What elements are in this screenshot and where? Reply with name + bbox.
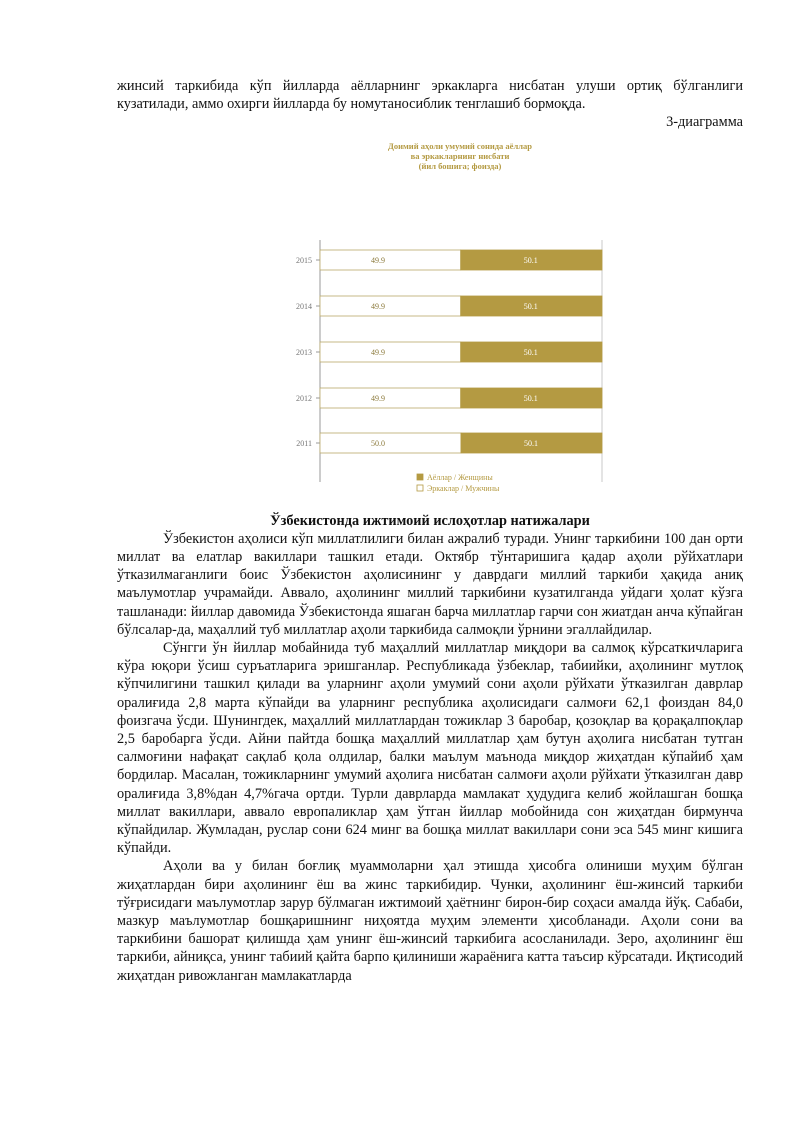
legend-swatch: [417, 474, 423, 480]
y-tick-label: 2014: [296, 301, 312, 311]
data-label: 49.9: [371, 301, 385, 311]
paragraph-2: Сўнгги ўн йиллар мобайнида туб маҳаллий миллатлар миқдори ва салмоқ кўрсаткичларига кўра юқори ўсиш суръатларига эришганлар. Республикада ўзбеклар, табиийки, аҳолининг мутлоқ кўпчилигини ташкил қилади ва уларнинг аҳоли умумий сони аҳоли рўйхати ўтказилган даврлар оралиғида 2,8 марта кўпайди ва уларнинг республика аҳолисидаги салмоғи 62,1 фоиздан 84,0 фоизгача ўсди. Шунингдек, маҳаллий миллатлардан тожиклар 3 баробар, қозоқлар ва қорақалпоқлар 2,5 баробарга ўсди. Айни пайтда бошқа маҳаллий миллатлар ҳам бутун аҳолига нисбатан тутган салмоғини нафақат сақлаб қола олдилар, балки маълум маънода миқдор жиҳатдан кўпайиб ҳам бордилар. Масалан, тожикларнинг умумий аҳолига нисбатан салмоғи аҳоли рўйхати ўтказилган давр оралиғида 3,8%дан 4,7%гача ортди. Турли даврларда мамлакат ҳудудига келиб жойлашган бошқа миллат вакиллари, аввало европаликлар ҳам ўтган йиллар мобойнида сон жиҳатдан бирмунча кўпайдилар. Жумладан, руслар сони 624 минг ва бошқа миллат вакиллари сони эса 545 минг кишига кўпайди.: [117, 640, 743, 857]
data-label: 49.9: [371, 347, 385, 357]
document-page: [117, 77, 743, 985]
data-label: 50.1: [523, 301, 538, 311]
data-label: 49.9: [371, 393, 385, 403]
data-label: 50.1: [523, 255, 538, 265]
chart-title-line: Доимий аҳоли умумий сонида аёллар: [388, 140, 532, 151]
bar-men: [320, 433, 461, 453]
legend-label: Аёллар / Женщины: [427, 472, 493, 482]
data-label: 50.1: [523, 347, 538, 357]
legend-swatch: [417, 485, 423, 491]
intro-paragraph: жинсий таркибида кўп йилларда аёлларнинг эркакларга нисбатан улуши ортиқ бўлганлиги кузатилади, аммо охирги йилларда бу номутаносиблик тенглашиб бормоқда.: [117, 78, 743, 113]
legend-label: Эркаклар / Мужчины: [427, 483, 500, 493]
data-label: 49.9: [371, 255, 385, 265]
section-heading: Ўзбекистонда ижтимоий ислоҳотлар натижалари: [270, 512, 590, 529]
y-tick-label: 2012: [296, 393, 312, 403]
y-tick-label: 2013: [296, 347, 312, 357]
chart: [117, 132, 743, 500]
bar-men: [320, 296, 461, 316]
y-tick-label: 2015: [296, 255, 312, 265]
bar-men: [320, 342, 461, 362]
chart-svg: [117, 132, 743, 500]
data-label: 50.1: [523, 393, 538, 403]
diagram-label: 3-диаграмма: [666, 114, 743, 131]
data-label: 50.1: [524, 438, 538, 448]
chart-title-line: (йил бошига; фоизда): [418, 160, 502, 171]
y-tick-label: 2011: [296, 438, 312, 448]
paragraph-1: Ўзбекистон аҳолиси кўп миллатлилиги билан ажралиб туради. Унинг таркибини 100 дан орти миллат ва елатлар вакиллари ташкил етади. Октябр тўнтаришига қадар аҳоли рўйхатлари ўтказилмаганлиги боис Ўзбекистон аҳолисининг у даврдаги миллий таркиби ҳақида аниқ маълумотлар учрамайди. Аввало, аҳолининг миллий таркибини кузатилганда уйдаги ҳолат кўзга ташланади: йиллар давомида Ўзбекистонда яшаган барча миллатлар гарчи сон жиатдан анча кўпайган бўлсалар-да, маҳаллий туб миллатлар аҳоли таркибида салмоқли ўрнини эгаллайдилар.: [117, 530, 743, 638]
chart-title-line: ва эркакларнинг нисбати: [410, 150, 510, 161]
data-label: 50.0: [371, 438, 385, 448]
bar-men: [320, 250, 461, 270]
bar-men: [320, 388, 461, 408]
paragraph-3: Аҳоли ва у билан боғлиқ муаммоларни ҳал этишда ҳисобга олиниши муҳим бўлган жиҳатлардан бири аҳолининг ёш ва жинс таркибидир. Чунки, аҳолининг ёш-жинсий таркиби тўғрисидаги маълумотлар зарур бўлмаган ижтимоий ҳаётнинг бирон-бир соҳаси амалда йўқ. Сабаби, мазкур маълумотлар бошқаришнинг ниҳоятда муҳим элементи ҳисобланади. Аҳоли сони ва таркибини башорат қилишда ҳам унинг ёш-жинсий таркибига асосланилади. Зеро, аҳолининг ёш таркиби, айниқса, унинг табиий қайта барпо қилиниши жараёнига катта таъсир кўрсатади. Иқтисодий жиҳатдан ривожланган мамлакатларда: [117, 858, 743, 984]
